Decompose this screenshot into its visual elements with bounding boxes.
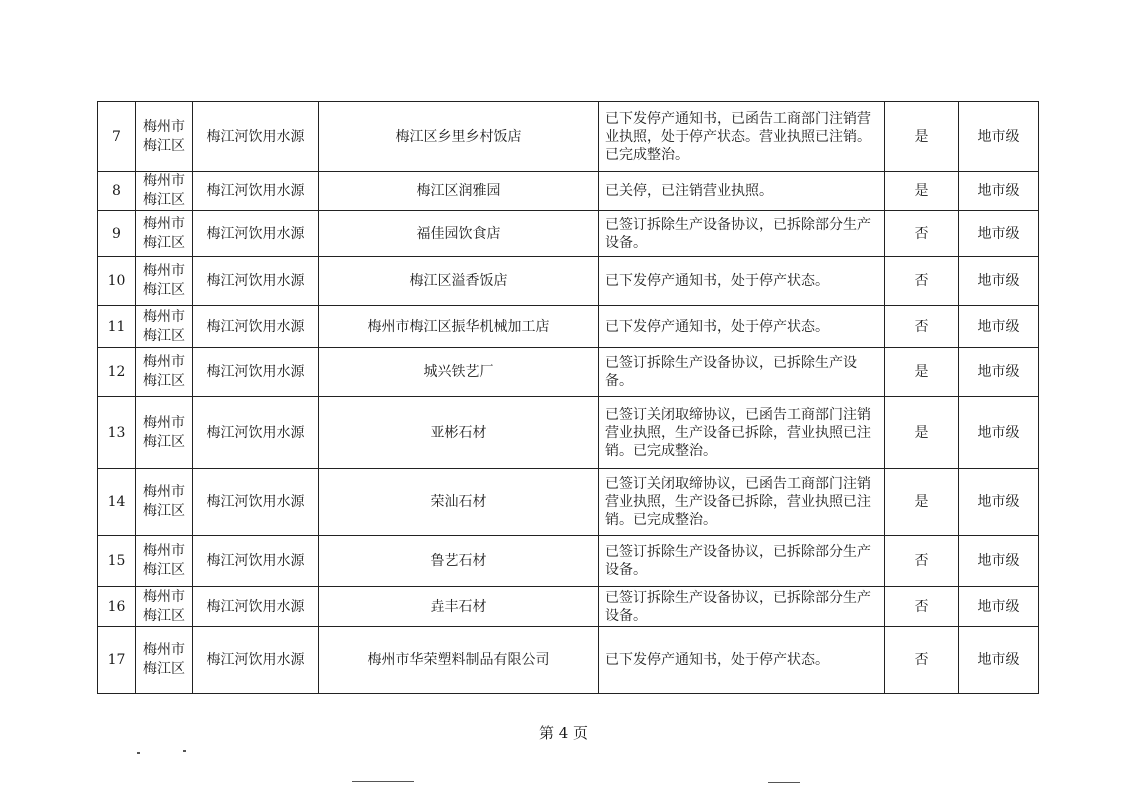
- table-row: [98, 587, 1039, 627]
- location-cell: 梅州市梅江区: [136, 211, 193, 257]
- table-row: [98, 211, 1039, 257]
- row-number: 7: [98, 102, 136, 172]
- location-cell: 梅州市梅江区: [136, 348, 193, 397]
- table-row: [98, 257, 1039, 306]
- completed-cell: 否: [885, 306, 959, 348]
- enterprise-name-cell: 城兴铁艺厂: [319, 348, 599, 397]
- level-cell: 地市级: [959, 348, 1039, 397]
- level-cell: 地市级: [959, 257, 1039, 306]
- scan-mark: [183, 750, 186, 752]
- table-row: [98, 627, 1039, 694]
- water-source-cell: 梅江河饮用水源: [193, 397, 319, 469]
- water-source-cell: 梅江河饮用水源: [193, 211, 319, 257]
- enterprise-name-cell: 福佳园饮食店: [319, 211, 599, 257]
- water-source-cell: 梅江河饮用水源: [193, 257, 319, 306]
- row-number: 9: [98, 211, 136, 257]
- measure-cell: 已签订拆除生产设备协议，已拆除部分生产设备。: [599, 211, 885, 257]
- enterprise-name-cell: 荣汕石材: [319, 469, 599, 536]
- location-cell: 梅州市梅江区: [136, 102, 193, 172]
- scan-mark: [768, 782, 800, 783]
- enterprise-name-cell: 亚彬石材: [319, 397, 599, 469]
- level-cell: 地市级: [959, 211, 1039, 257]
- row-number: 10: [98, 257, 136, 306]
- completed-cell: 否: [885, 627, 959, 694]
- water-source-cell: 梅江河饮用水源: [193, 348, 319, 397]
- completed-cell: 否: [885, 211, 959, 257]
- level-cell: 地市级: [959, 102, 1039, 172]
- measure-cell: 已签订拆除生产设备协议，已拆除部分生产设备。: [599, 587, 885, 627]
- measure-cell: 已签订拆除生产设备协议，已拆除生产设备。: [599, 348, 885, 397]
- row-number: 8: [98, 172, 136, 211]
- enterprise-name-cell: 梅江区润雅园: [319, 172, 599, 211]
- level-cell: 地市级: [959, 469, 1039, 536]
- table-row: [98, 102, 1039, 172]
- location-cell: 梅州市梅江区: [136, 587, 193, 627]
- completed-cell: 否: [885, 257, 959, 306]
- water-source-cell: 梅江河饮用水源: [193, 536, 319, 587]
- location-cell: 梅州市梅江区: [136, 172, 193, 211]
- row-number: 16: [98, 587, 136, 627]
- table-row: [98, 469, 1039, 536]
- water-source-cell: 梅江河饮用水源: [193, 627, 319, 694]
- measure-cell: 已下发停产通知书，处于停产状态。: [599, 257, 885, 306]
- level-cell: 地市级: [959, 587, 1039, 627]
- measure-cell: 已签订关闭取缔协议，已函告工商部门注销营业执照，生产设备已拆除，营业执照已注销。已完成整治。: [599, 469, 885, 536]
- location-cell: 梅州市梅江区: [136, 257, 193, 306]
- rectification-table: [97, 101, 1039, 694]
- measure-cell: 已签订关闭取缔协议，已函告工商部门注销营业执照，生产设备已拆除，营业执照已注销。已完成整治。: [599, 397, 885, 469]
- water-source-cell: 梅江河饮用水源: [193, 172, 319, 211]
- measure-cell: 已下发停产通知书，处于停产状态。: [599, 627, 885, 694]
- enterprise-name-cell: 梅州市华荣塑料制品有限公司: [319, 627, 599, 694]
- row-number: 11: [98, 306, 136, 348]
- row-number: 13: [98, 397, 136, 469]
- water-source-cell: 梅江河饮用水源: [193, 306, 319, 348]
- enterprise-name-cell: 梅江区溢香饭店: [319, 257, 599, 306]
- table-row: [98, 397, 1039, 469]
- level-cell: 地市级: [959, 397, 1039, 469]
- level-cell: 地市级: [959, 536, 1039, 587]
- completed-cell: 否: [885, 536, 959, 587]
- completed-cell: 否: [885, 587, 959, 627]
- row-number: 12: [98, 348, 136, 397]
- level-cell: 地市级: [959, 627, 1039, 694]
- measure-cell: 已签订拆除生产设备协议，已拆除部分生产设备。: [599, 536, 885, 587]
- location-cell: 梅州市梅江区: [136, 306, 193, 348]
- water-source-cell: 梅江河饮用水源: [193, 469, 319, 536]
- location-cell: 梅州市梅江区: [136, 469, 193, 536]
- completed-cell: 是: [885, 469, 959, 536]
- completed-cell: 是: [885, 172, 959, 211]
- location-cell: 梅州市梅江区: [136, 397, 193, 469]
- measure-cell: 已下发停产通知书，已函告工商部门注销营业执照，处于停产状态。营业执照已注销。已完成整治。: [599, 102, 885, 172]
- row-number: 17: [98, 627, 136, 694]
- page-number: 第 4 页: [538, 724, 589, 742]
- level-cell: 地市级: [959, 306, 1039, 348]
- enterprise-name-cell: 鲁艺石材: [319, 536, 599, 587]
- scan-mark: [352, 781, 414, 782]
- table-row: [98, 536, 1039, 587]
- location-cell: 梅州市梅江区: [136, 536, 193, 587]
- row-number: 14: [98, 469, 136, 536]
- enterprise-name-cell: 梅江区乡里乡村饭店: [319, 102, 599, 172]
- water-source-cell: 梅江河饮用水源: [193, 102, 319, 172]
- measure-cell: 已下发停产通知书，处于停产状态。: [599, 306, 885, 348]
- location-cell: 梅州市梅江区: [136, 627, 193, 694]
- measure-cell: 已关停，已注销营业执照。: [599, 172, 885, 211]
- table-row: [98, 172, 1039, 211]
- scan-mark: [137, 752, 140, 754]
- level-cell: 地市级: [959, 172, 1039, 211]
- enterprise-name-cell: 垚丰石材: [319, 587, 599, 627]
- completed-cell: 是: [885, 102, 959, 172]
- table-row: [98, 348, 1039, 397]
- water-source-cell: 梅江河饮用水源: [193, 587, 319, 627]
- enterprise-name-cell: 梅州市梅江区振华机械加工店: [319, 306, 599, 348]
- completed-cell: 是: [885, 397, 959, 469]
- row-number: 15: [98, 536, 136, 587]
- completed-cell: 是: [885, 348, 959, 397]
- table-row: [98, 306, 1039, 348]
